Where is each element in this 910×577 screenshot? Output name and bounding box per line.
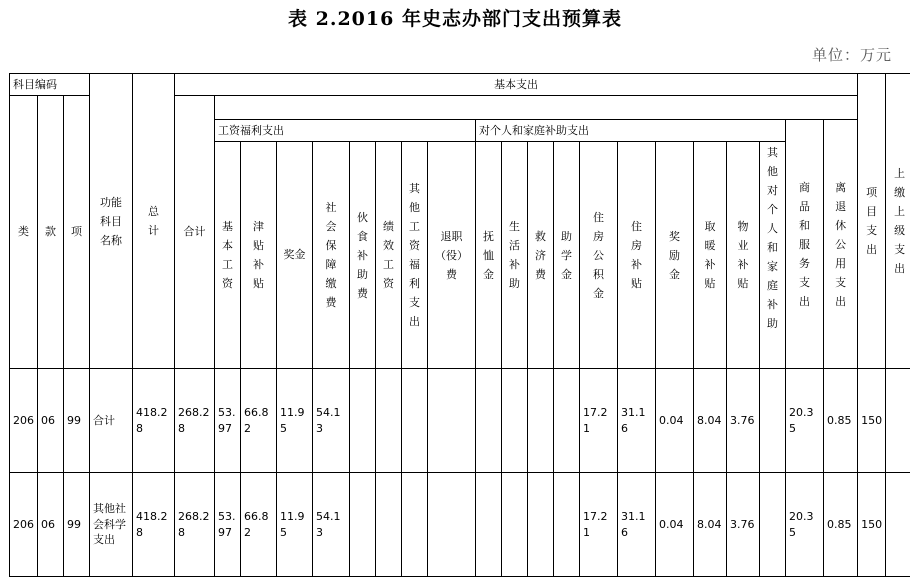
cell-total: 418.28: [133, 473, 175, 577]
cell-other-wage-welfare: [402, 369, 428, 473]
cell-section: 06: [38, 369, 64, 473]
header-upper-payment: 上缴上级支出: [886, 74, 910, 369]
cell-upper-payment: [886, 473, 910, 577]
header-class: 类: [10, 96, 38, 369]
cell-class: 206: [10, 473, 38, 577]
header-retiree-public: 离退休公用支出: [824, 120, 858, 369]
cell-item: 99: [64, 473, 90, 577]
header-goods-services: 商品和服务支出: [786, 120, 824, 369]
cell-housing-subsidy: 31.16: [618, 473, 656, 577]
header-function-name: 功能科目名称: [90, 74, 133, 369]
cell-meal-allowance: [350, 473, 376, 577]
cell-property-subsidy: 3.76: [727, 369, 760, 473]
cell-housing-fund: 17.21: [580, 369, 618, 473]
cell-section: 06: [38, 473, 64, 577]
header-subject-code: 科目编码: [10, 74, 90, 96]
cell-name: 合计: [90, 369, 133, 473]
table-row: [10, 473, 910, 577]
header-housing-fund: 住房公积金: [580, 142, 618, 369]
header-performance-wage: 绩效工资: [376, 142, 402, 369]
cell-basic-wage: 53.97: [215, 473, 241, 577]
cell-living-subsidy: [502, 473, 528, 577]
header-item: 项: [64, 96, 90, 369]
cell-pension: [476, 369, 502, 473]
header-basic-wage: 基本工资: [215, 142, 241, 369]
header-social-security: 社会保障缴费: [313, 142, 350, 369]
cell-project-expense: 150: [858, 473, 886, 577]
cell-relief: [528, 369, 554, 473]
cell-retiree-public: 0.85: [824, 473, 858, 577]
header-living-subsidy: 生活补助: [502, 142, 528, 369]
header-allowance: 津贴补贴: [241, 142, 277, 369]
header-row-1: [10, 74, 910, 96]
cell-heating-subsidy: 8.04: [694, 369, 727, 473]
header-relief: 救济费: [528, 142, 554, 369]
cell-other-personal: [760, 473, 786, 577]
cell-upper-payment: [886, 369, 910, 473]
cell-other-personal: [760, 369, 786, 473]
cell-goods-services: 20.35: [786, 369, 824, 473]
cell-scholarship: [554, 369, 580, 473]
header-heating-subsidy: 取暖补贴: [694, 142, 727, 369]
cell-meal-allowance: [350, 369, 376, 473]
cell-housing-fund: 17.21: [580, 473, 618, 577]
header-subtotal: 合计: [175, 96, 215, 369]
cell-scholarship: [554, 473, 580, 577]
header-housing-subsidy: 住房补贴: [618, 142, 656, 369]
cell-performance-wage: [376, 369, 402, 473]
table-row: [10, 369, 910, 473]
cell-retirement: [428, 473, 476, 577]
header-wage-welfare: 工资福利支出: [215, 120, 476, 142]
cell-social-security: 54.13: [313, 473, 350, 577]
cell-social-security: 54.13: [313, 369, 350, 473]
header-section: 款: [38, 96, 64, 369]
cell-total: 418.28: [133, 369, 175, 473]
cell-allowance: 66.82: [241, 473, 277, 577]
header-retirement: 退职（役）费: [428, 142, 476, 369]
header-other-personal: 其他对个人和家庭补助: [760, 142, 786, 369]
cell-living-subsidy: [502, 369, 528, 473]
cell-pension: [476, 473, 502, 577]
cell-heating-subsidy: 8.04: [694, 473, 727, 577]
cell-goods-services: 20.35: [786, 473, 824, 577]
cell-relief: [528, 473, 554, 577]
header-project-expense: 项目支出: [858, 74, 886, 369]
budget-table: [9, 73, 910, 577]
cell-subtotal: 268.28: [175, 473, 215, 577]
header-pension: 抚恤金: [476, 142, 502, 369]
header-personal-family: 对个人和家庭补助支出: [476, 120, 786, 142]
cell-bonus: 11.95: [277, 473, 313, 577]
page-title: 表 2.2016 年史志办部门支出预算表: [0, 4, 910, 31]
cell-housing-subsidy: 31.16: [618, 369, 656, 473]
header-property-subsidy: 物业补贴: [727, 142, 760, 369]
header-other-wage-welfare: 其他工资福利支出: [402, 142, 428, 369]
header-scholarship: 助学金: [554, 142, 580, 369]
header-spacer: [215, 96, 858, 120]
header-meal-allowance: 伙食补助费: [350, 142, 376, 369]
header-basic-expense: 基本支出: [175, 74, 858, 96]
cell-property-subsidy: 3.76: [727, 473, 760, 577]
header-bonus: 奖金: [277, 142, 313, 369]
unit-label: 单位：万元: [812, 44, 892, 65]
cell-project-expense: 150: [858, 369, 886, 473]
cell-bonus: 11.95: [277, 369, 313, 473]
header-reward: 奖励金: [656, 142, 694, 369]
cell-allowance: 66.82: [241, 369, 277, 473]
cell-performance-wage: [376, 473, 402, 577]
cell-other-wage-welfare: [402, 473, 428, 577]
cell-retiree-public: 0.85: [824, 369, 858, 473]
cell-item: 99: [64, 369, 90, 473]
cell-class: 206: [10, 369, 38, 473]
cell-subtotal: 268.28: [175, 369, 215, 473]
cell-name: 其他社会科学支出: [90, 473, 133, 577]
header-total: 总计: [133, 74, 175, 369]
cell-reward: 0.04: [656, 369, 694, 473]
cell-reward: 0.04: [656, 473, 694, 577]
cell-basic-wage: 53.97: [215, 369, 241, 473]
cell-retirement: [428, 369, 476, 473]
